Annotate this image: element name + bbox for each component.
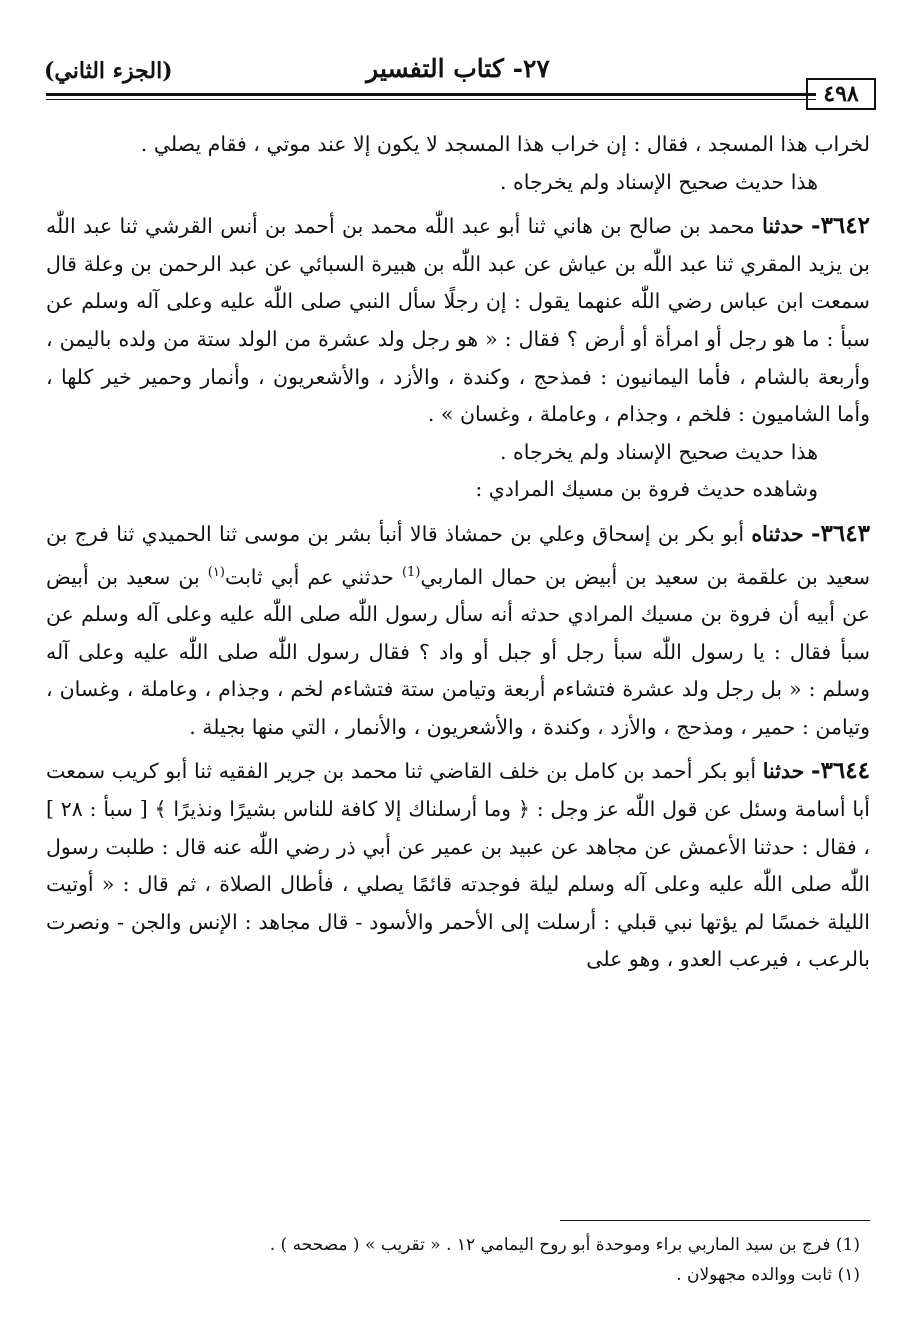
main-text: [46, 126, 870, 979]
hadith-text: حدثني عم أبي ثابت: [224, 564, 394, 589]
footnote-ref: (١): [207, 564, 225, 580]
footnote-1: (1) فرج بن سيد الماربي براء وموحدة أبو روح اليمامي ١٢ . « تقريب » ( مصححه ) .: [269, 1235, 860, 1255]
page-number: ٤٩٨: [806, 78, 876, 110]
paragraph-continuation: لخراب هذا المسجد ، فقال : إن خراب هذا المسجد لا يكون إلا عند موتي ، فقام يصلي .: [140, 132, 870, 156]
hadith-text: أبو بكر أحمد بن كامل بن خلف القاضي ثنا محمد بن جرير الفقيه ثنا أبو كريب سمعت أبا أسامة وسئل عن قول اللّٰه عز وجل : ﴿ وما أرسلناك إلا كافة للناس بشيرًا ونذيرًا ﴾ [ سبأ : ٢٨ ] ، فقال : حدثنا الأعمش عن مجاهد عن عبيد بن عمير عن أبي ذر رضي اللّٰه عنه قال : طلبت رسول اللّٰه صلى اللّٰه عليه وعلى آله وسلم ليلة فوجدته قائمًا يصلي ، فأطال الصلاة ، ثم قال : « أوتيت الليلة خمسًا لم يؤتها نبي قبلي : أرسلت إلى الأحمر والأسود - قال مجاهد : الإنس والجن - ونصرت بالرعب ، فيرعب العدو ، وهو على: [46, 759, 870, 972]
hadith-3642: [46, 207, 870, 434]
volume-label: (الجزء الثاني): [44, 58, 173, 84]
hadith-opening: حدثنا: [762, 214, 804, 239]
hadith-number: ٣٦٤٣-: [811, 519, 870, 547]
hadith-text: بن سعيد بن أبيض عن أبيه أن فروة بن مسيك المرادي حدثه أنه سأل رسول اللّٰه صلى اللّٰه عليه وعلى آله وسلم عن سبأ فقال : يا رسول اللّٰه سبأ رجل أو جبل أو واد ؟ فقال رسول اللّٰه صلى اللّٰه عليه وعلى آله وسلم : « بل رجل ولد عشرة فتشاءم أربعة وتيامن ستة فتشاءم لخم ، وجذام ، وعاملة ، وغسان ، وتيامن : حمير ، ومذحج ، والأزد ، وكندة ، والأشعريون ، والأنمار ، التي منها بجيلة .: [46, 564, 870, 739]
hadith-opening: حدثنا: [762, 759, 805, 784]
paragraph-grading: هذا حديث صحيح الإسناد ولم يخرجاه .: [499, 169, 818, 194]
hadith-number: ٣٦٤٢-: [811, 212, 870, 240]
page-header: [40, 48, 876, 108]
footnote-2: (١) ثابت ووالده مجهولان .: [676, 1265, 860, 1285]
hadith-3643: [46, 515, 870, 746]
paragraph-witness: وشاهده حديث فروة بن مسيك المرادي :: [475, 477, 818, 502]
hadith-opening: حدثناه: [751, 521, 804, 546]
footnote-ref: (1): [401, 564, 421, 580]
hadith-3644: [46, 752, 870, 979]
paragraph-grading: هذا حديث صحيح الإسناد ولم يخرجاه .: [499, 439, 818, 464]
hadith-number: ٣٦٤٤-: [811, 757, 870, 785]
header-rule-thin: [46, 99, 816, 100]
header-rule-thick: [46, 93, 816, 96]
hadith-text: أبو بكر بن إسحاق وعلي بن حمشاذ قالا أنبأ بشر بن موسى ثنا الحميدي ثنا فرج بن سعيد بن علقمة بن سعيد بن أبيض بن حمال الماربي: [46, 521, 870, 589]
hadith-text: محمد بن صالح بن هاني ثنا أبو عبد اللّٰه محمد بن أحمد بن أنس القرشي ثنا عبد اللّٰه بن يزيد المقري ثنا عبد اللّٰه بن عياش عن عبد اللّٰه بن هبيرة السبائي عن عبد الرحمن بن وعلة قال سمعت ابن عباس رضي اللّٰه عنهما يقول : إن رجلًا سأل النبي صلى اللّٰه عليه وعلى آله وسلم عن سبأ : ما هو رجل أو امرأة أو أرض ؟ فقال : « هو رجل ولد عشرة من الولد ستة من ولده باليمن ، وأربعة بالشام ، فأما اليمانيون : فمذحج ، وكندة ، والأزد ، والأشعريون ، وأنمار وحمير خير كلها ، وأما الشاميون : فلخم ، وجذام ، وعاملة ، وغسان » .: [46, 214, 870, 427]
footnotes: [46, 1230, 870, 1290]
chapter-title: ٢٧- كتاب التفسير: [366, 54, 550, 83]
footnote-divider: [560, 1220, 870, 1221]
